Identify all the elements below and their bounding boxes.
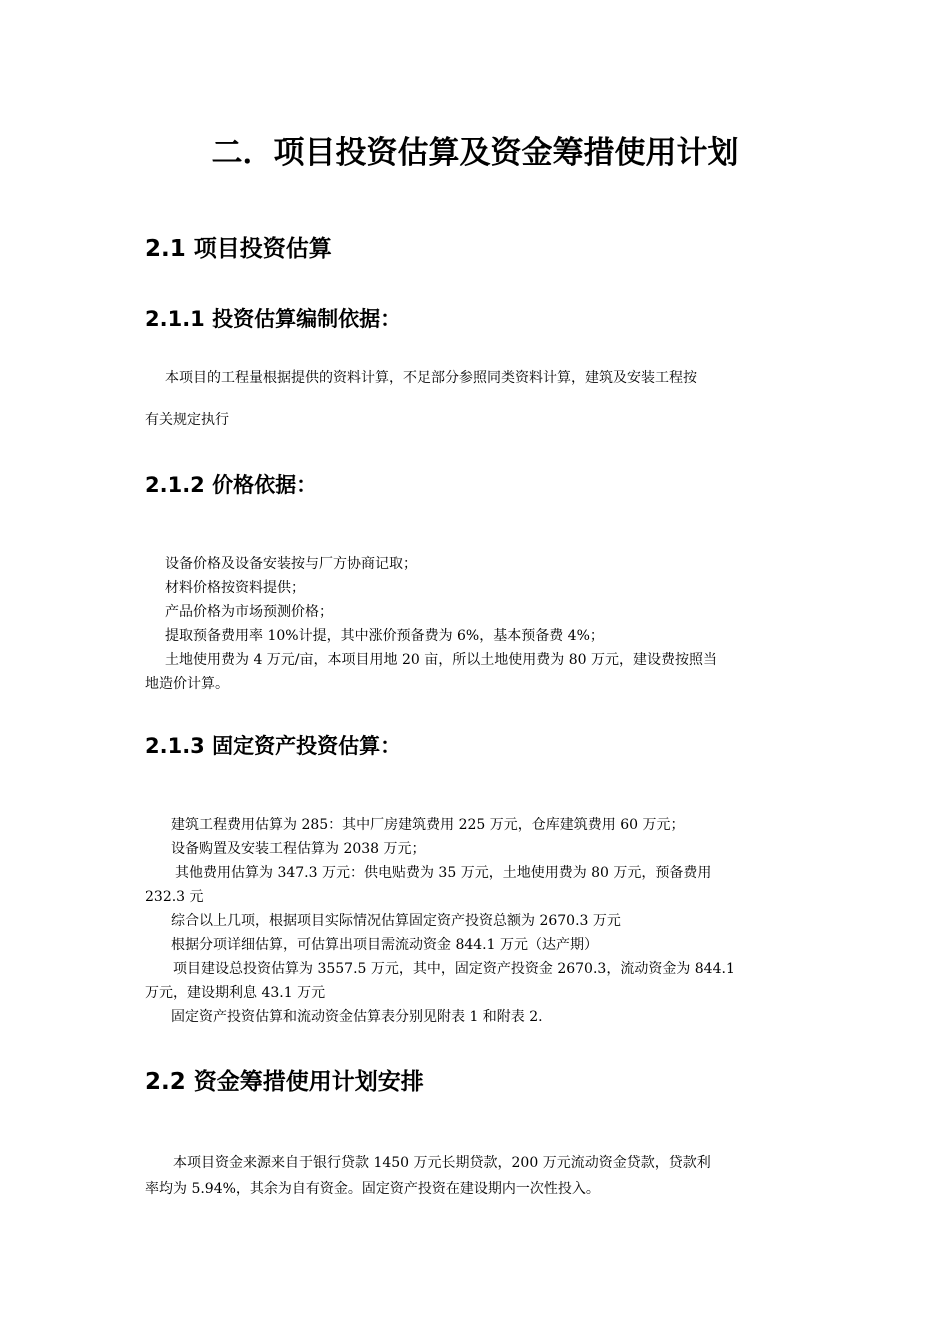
section-heading-2-1: 2.1 项目投资估算 [145, 236, 332, 262]
section-heading-2-2: 2.2 资金筹措使用计划安排 [145, 1069, 424, 1095]
text-line: 土地使用费为 4 万元/亩，本项目用地 20 亩，所以土地使用费为 80 万元，建设费按照当 [165, 652, 717, 668]
text-line: 率均为 5.94%，其余为自有资金。固定资产投资在建设期内一次性投入。 [145, 1181, 600, 1197]
text-line: 本项目的工程量根据提供的资料计算，不足部分参照同类资料计算，建筑及安装工程按 [165, 370, 697, 386]
text-line: 232.3 元 [145, 889, 204, 905]
paragraph-fixed-assets [145, 813, 805, 1029]
text-line: 其他费用估算为 347.3 万元：供电贴费为 35 万元，土地使用费为 80 万元，预备费用 [175, 865, 712, 881]
text-line: 材料价格按资料提供； [165, 580, 305, 596]
text-line: 综合以上几项，根据项目实际情况估算固定资产投资总额为 2670.3 万元 [171, 913, 621, 929]
section-heading-2-1-3: 2.1.3 固定资产投资估算： [145, 734, 402, 758]
paragraph-basis [145, 366, 805, 432]
text-line: 提取预备费用率 10%计提，其中涨价预备费为 6%，基本预备费 4%； [165, 628, 604, 644]
text-line: 建筑工程费用估算为 285：其中厂房建筑费用 225 万元，仓库建筑费用 60 万元； [171, 817, 685, 833]
section-heading-2-1-2: 2.1.2 价格依据： [145, 473, 318, 497]
text-line: 根据分项详细估算，可估算出项目需流动资金 844.1 万元（达产期） [171, 937, 598, 953]
text-line: 本项目资金来源来自于银行贷款 1450 万元长期贷款，200 万元流动资金贷款，贷款利 [173, 1155, 711, 1171]
text-line: 固定资产投资估算和流动资金估算表分别见附表 1 和附表 2. [171, 1009, 543, 1025]
text-line: 产品价格为市场预测价格； [165, 604, 333, 620]
text-line: 项目建设总投资估算为 3557.5 万元，其中，固定资产投资金 2670.3，流动资金为 844.1 [173, 961, 735, 977]
text-line: 地造价计算。 [145, 676, 229, 692]
page-title: 二．项目投资估算及资金筹措使用计划 [211, 135, 739, 171]
paragraph-price-basis [145, 552, 805, 696]
text-line: 设备价格及设备安装按与厂方协商记取； [165, 556, 417, 572]
paragraph-funding [145, 1150, 805, 1202]
text-line: 有关规定执行 [145, 412, 229, 428]
text-line: 万元，建设期利息 43.1 万元 [145, 985, 326, 1001]
section-heading-2-1-1: 2.1.1 投资估算编制依据： [145, 307, 402, 331]
text-line: 设备购置及安装工程估算为 2038 万元； [171, 841, 426, 857]
